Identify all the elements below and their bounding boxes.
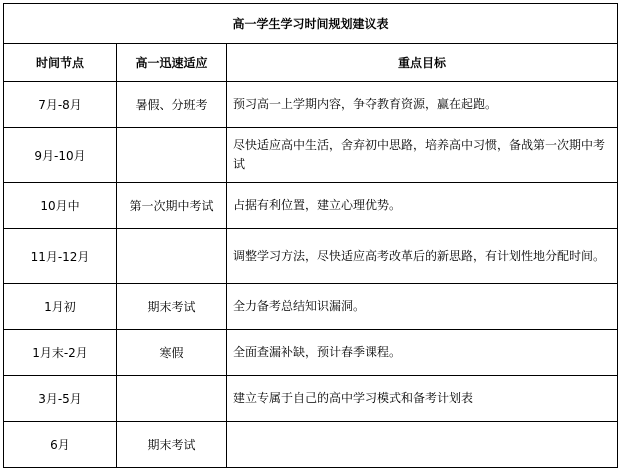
column-header-time: 时间节点 xyxy=(4,44,117,82)
time-cell: 11月-12月 xyxy=(4,229,117,284)
time-cell: 3月-5月 xyxy=(4,376,117,422)
table-row xyxy=(4,284,618,330)
table-row xyxy=(4,229,618,284)
time-cell: 10月中 xyxy=(4,183,117,229)
time-cell: 6月 xyxy=(4,422,117,468)
event-cell: 期末考试 xyxy=(117,284,227,330)
goal-cell: 占据有利位置，建立心理优势。 xyxy=(227,183,618,229)
event-cell xyxy=(117,128,227,183)
column-header-adapt: 高一迅速适应 xyxy=(117,44,227,82)
table-title-row xyxy=(4,4,618,44)
event-cell xyxy=(117,229,227,284)
time-cell: 1月末-2月 xyxy=(4,330,117,376)
goal-cell: 预习高一上学期内容，争夺教育资源，赢在起跑。 xyxy=(227,82,618,128)
table-row xyxy=(4,422,618,468)
time-cell: 1月初 xyxy=(4,284,117,330)
event-cell: 暑假、分班考 xyxy=(117,82,227,128)
table-row xyxy=(4,82,618,128)
event-cell: 期末考试 xyxy=(117,422,227,468)
goal-cell: 尽快适应高中生活，舍弃初中思路，培养高中习惯，备战第一次期中考试 xyxy=(227,128,618,183)
table-row xyxy=(4,376,618,422)
event-cell: 第一次期中考试 xyxy=(117,183,227,229)
time-cell: 7月-8月 xyxy=(4,82,117,128)
table-row xyxy=(4,330,618,376)
goal-cell: 全面查漏补缺，预计春季课程。 xyxy=(227,330,618,376)
event-cell: 寒假 xyxy=(117,330,227,376)
column-header-goal: 重点目标 xyxy=(227,44,618,82)
goal-cell: 调整学习方法，尽快适应高考改革后的新思路，有计划性地分配时间。 xyxy=(227,229,618,284)
event-cell xyxy=(117,376,227,422)
table-title: 高一学生学习时间规划建议表 xyxy=(4,4,618,44)
time-cell: 9月-10月 xyxy=(4,128,117,183)
table-header-row xyxy=(4,44,618,82)
table-row xyxy=(4,183,618,229)
study-plan-table xyxy=(3,3,618,468)
goal-cell xyxy=(227,422,618,468)
goal-cell: 建立专属于自己的高中学习模式和备考计划表 xyxy=(227,376,618,422)
table-row xyxy=(4,128,618,183)
goal-cell: 全力备考总结知识漏洞。 xyxy=(227,284,618,330)
